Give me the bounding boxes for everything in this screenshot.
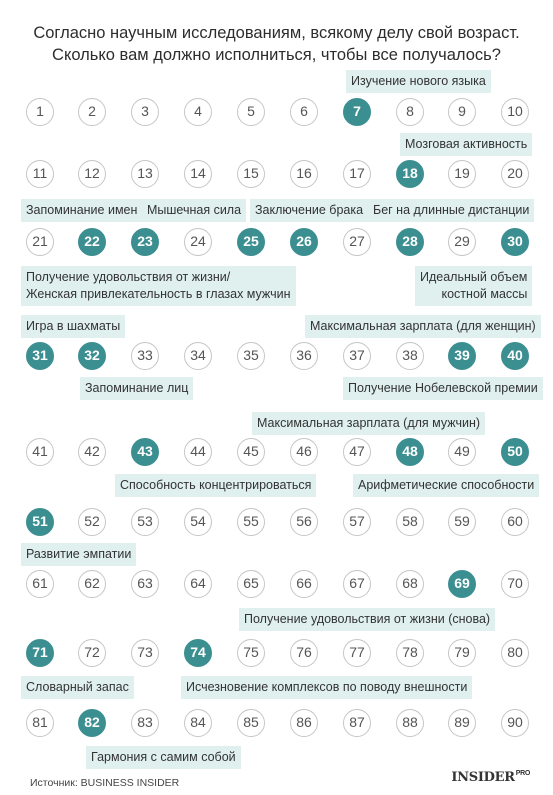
age-circle-67: 67 [343,570,371,598]
age-circle-79: 79 [448,639,476,667]
age-circle-12: 12 [78,160,106,188]
age-circle-5: 5 [237,98,265,126]
age-circle-69: 69 [448,570,476,598]
age-circle-76: 76 [290,639,318,667]
age-circle-60: 60 [501,508,529,536]
title-line-2: Сколько вам должно исполниться, чтобы все получалось? [52,46,501,64]
label-life-enjoyment-line-1: Получение удовольствия от жизни/ [26,270,231,284]
label-life-enjoyment-again: Получение удовольствия от жизни (снова) [239,608,495,631]
age-circle-31: 31 [26,342,54,370]
age-circle-89: 89 [448,709,476,737]
label-life-enjoyment-line-2: Женская привлекательность в глазах мужчин [26,287,291,301]
logo-superscript: PRO [515,770,530,777]
insider-pro-logo [451,770,530,785]
age-circle-24: 24 [184,228,212,256]
age-circle-2: 2 [78,98,106,126]
age-circle-39: 39 [448,342,476,370]
age-circle-42: 42 [78,438,106,466]
age-circle-73: 73 [131,639,159,667]
label-concentration: Способность концентрироваться [115,474,316,497]
label-empathy: Развитие эмпатии [21,543,136,566]
age-circle-77: 77 [343,639,371,667]
age-circle-85: 85 [237,709,265,737]
age-circle-90: 90 [501,709,529,737]
label-bone-mass [415,266,532,306]
age-circle-38: 38 [396,342,424,370]
age-circle-65: 65 [237,570,265,598]
age-circle-9: 9 [448,98,476,126]
label-nobel-prize: Получение Нобелевской премии [343,377,543,400]
age-circle-22: 22 [78,228,106,256]
age-circle-66: 66 [290,570,318,598]
age-circle-32: 32 [78,342,106,370]
label-bone-mass-line-2: костной массы [441,287,528,301]
age-circle-34: 34 [184,342,212,370]
age-circle-61: 61 [26,570,54,598]
age-circle-10: 10 [501,98,529,126]
label-life-enjoyment [21,266,296,306]
age-circle-51: 51 [26,508,54,536]
age-circle-56: 56 [290,508,318,536]
age-circle-86: 86 [290,709,318,737]
age-circle-1: 1 [26,98,54,126]
age-circle-35: 35 [237,342,265,370]
age-circle-19: 19 [448,160,476,188]
age-circle-52: 52 [78,508,106,536]
age-circle-64: 64 [184,570,212,598]
age-circle-27: 27 [343,228,371,256]
age-circle-29: 29 [448,228,476,256]
age-circle-3: 3 [131,98,159,126]
age-circle-87: 87 [343,709,371,737]
age-circle-83: 83 [131,709,159,737]
age-circle-81: 81 [26,709,54,737]
age-circle-45: 45 [237,438,265,466]
age-circle-84: 84 [184,709,212,737]
age-circle-47: 47 [343,438,371,466]
age-circle-71: 71 [26,639,54,667]
age-circle-46: 46 [290,438,318,466]
age-circle-44: 44 [184,438,212,466]
age-circle-43: 43 [131,438,159,466]
age-circle-33: 33 [131,342,159,370]
age-circle-17: 17 [343,160,371,188]
page-title [0,22,553,66]
title-line-1: Согласно научным исследованиям, всякому делу свой возраст. [33,24,520,42]
age-circle-15: 15 [237,160,265,188]
age-circle-13: 13 [131,160,159,188]
age-circle-36: 36 [290,342,318,370]
age-circle-30: 30 [501,228,529,256]
label-appearance-complexes: Исчезновение комплексов по поводу внешности [181,676,472,699]
age-circle-57: 57 [343,508,371,536]
age-circle-41: 41 [26,438,54,466]
age-circle-78: 78 [396,639,424,667]
age-circle-50: 50 [501,438,529,466]
age-circle-18: 18 [396,160,424,188]
label-muscle-strength: Мышечная сила [142,199,246,222]
age-circle-23: 23 [131,228,159,256]
age-circle-21: 21 [26,228,54,256]
label-language-learning: Изучение нового языка [346,70,491,93]
age-circle-26: 26 [290,228,318,256]
age-circle-74: 74 [184,639,212,667]
label-long-distance-running: Бег на длинные дистанции [368,199,534,222]
label-max-salary-women: Максимальная зарплата (для женщин) [305,315,541,338]
age-circle-40: 40 [501,342,529,370]
age-circle-8: 8 [396,98,424,126]
age-circle-49: 49 [448,438,476,466]
label-marriage: Заключение брака [250,199,368,222]
age-circle-28: 28 [396,228,424,256]
age-circle-14: 14 [184,160,212,188]
age-circle-63: 63 [131,570,159,598]
age-circle-6: 6 [290,98,318,126]
age-circle-11: 11 [26,160,54,188]
age-circle-72: 72 [78,639,106,667]
age-circle-25: 25 [237,228,265,256]
age-circle-37: 37 [343,342,371,370]
age-circle-88: 88 [396,709,424,737]
age-circle-48: 48 [396,438,424,466]
age-circle-80: 80 [501,639,529,667]
label-max-salary-men: Максимальная зарплата (для мужчин) [252,412,485,435]
age-circle-4: 4 [184,98,212,126]
source-note: Источник: BUSINESS INSIDER [30,777,180,789]
label-brain-activity: Мозговая активность [400,133,532,156]
label-face-memory: Запоминание лиц [80,377,193,400]
age-circle-16: 16 [290,160,318,188]
label-vocabulary: Словарный запас [21,676,134,699]
age-circle-55: 55 [237,508,265,536]
age-circle-58: 58 [396,508,424,536]
age-circle-70: 70 [501,570,529,598]
age-circle-62: 62 [78,570,106,598]
age-circle-54: 54 [184,508,212,536]
age-circle-68: 68 [396,570,424,598]
age-circle-75: 75 [237,639,265,667]
age-circle-82: 82 [78,709,106,737]
logo-text: INSIDER [451,770,515,785]
label-arithmetic: Арифметические способности [353,474,539,497]
label-name-memory: Запоминание имен [21,199,142,222]
age-circle-7: 7 [343,98,371,126]
age-circle-53: 53 [131,508,159,536]
label-self-harmony: Гармония с самим собой [86,746,241,769]
age-circle-20: 20 [501,160,529,188]
label-chess: Игра в шахматы [21,315,125,338]
label-bone-mass-line-1: Идеальный объем [420,270,528,284]
age-circle-59: 59 [448,508,476,536]
